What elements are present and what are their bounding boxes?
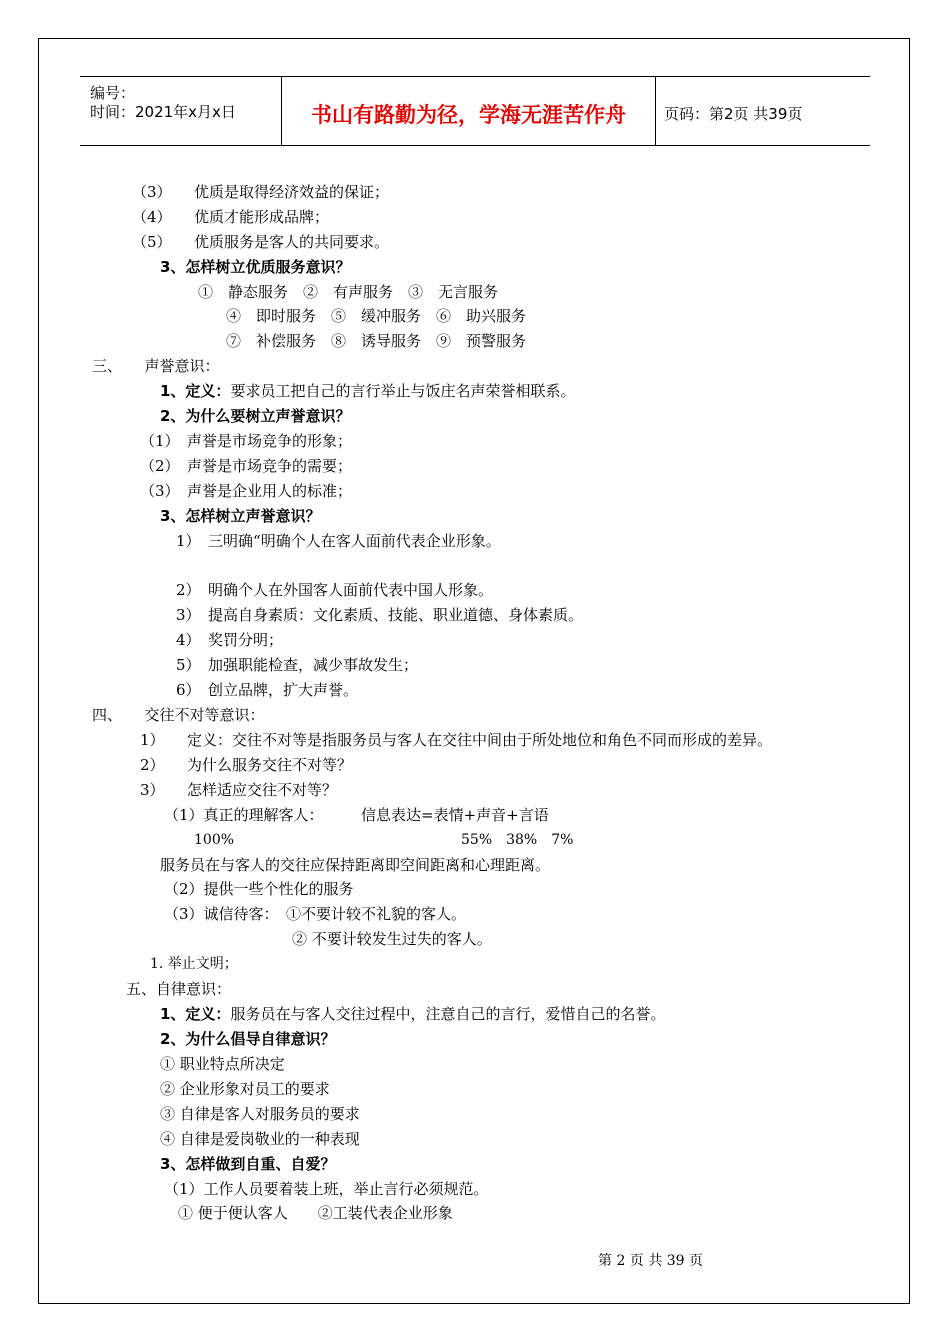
- text-line: （1）真正的理解客人： 信息表达=表情+声音+言语: [164, 806, 549, 824]
- section-heading: 3、怎样做到自重、自爱？: [160, 1155, 336, 1173]
- text-line: 4） 奖罚分明；: [176, 631, 284, 649]
- page-info: 页码：第2页 共39页: [664, 105, 803, 123]
- text-line: 1） 三明确“明确个人在客人面前代表企业形象。: [176, 532, 501, 550]
- definition-text: 要求员工把自己的言行举止与饭庄名声荣誉相联系。: [230, 382, 576, 400]
- text-line: ④ 即时服务 ⑤ 缓冲服务 ⑥ 助兴服务: [226, 307, 527, 325]
- text-line: （4） 优质才能形成品牌；: [132, 208, 330, 226]
- text-line: 6） 创立品牌，扩大声誉。: [176, 681, 359, 699]
- document-number-label: 编号：: [90, 84, 136, 102]
- page-footer: 第 2 页 共 39 页: [598, 1253, 703, 1269]
- text-line: ① 职业特点所决定: [160, 1055, 285, 1073]
- chapter-heading: 四、 交往不对等意识：: [92, 706, 265, 724]
- text-line: ② 不要计较发生过失的客人。: [292, 930, 492, 948]
- text-line: （1）工作人员要着装上班，举止言行必须规范。: [164, 1180, 489, 1198]
- section-heading: 3、怎样树立声誉意识？: [160, 507, 321, 525]
- text-line: 2） 为什么服务交往不对等？: [140, 756, 353, 774]
- header-table: [80, 76, 870, 146]
- definition-label: 1、定义：: [160, 382, 231, 400]
- text-line: ⑦ 补偿服务 ⑧ 诱导服务 ⑨ 预警服务: [226, 332, 527, 350]
- header-page-cell: [656, 77, 870, 145]
- definition-line: [160, 1004, 665, 1024]
- definition-line: [160, 381, 575, 401]
- text-line: 3） 提高自身素质：文化素质、技能、职业道德、身体素质。: [176, 606, 584, 624]
- percent-value: 100%: [194, 832, 235, 848]
- text-line: ③ 自律是客人对服务员的要求: [160, 1105, 360, 1123]
- header-motto-cell: [282, 77, 656, 145]
- text-line: 3） 怎样适应交往不对等？: [140, 781, 338, 799]
- text-line: ④ 自律是爱岗敬业的一种表现: [160, 1130, 360, 1148]
- section-heading: 2、为什么倡导自律意识？: [160, 1030, 336, 1048]
- definition-text: 服务员在与客人交往过程中，注意自己的言行，爱惜自己的名誉。: [230, 1005, 666, 1023]
- chapter-heading: 五、自律意识：: [126, 980, 232, 998]
- text-line: 1） 定义：交往不对等是指服务员与客人在交往中间由于所处地位和角色不同而形成的差异。: [140, 731, 773, 749]
- text-line: 2） 明确个人在外国客人面前代表中国人形象。: [176, 581, 494, 599]
- document-date-label: 时间：2021年x月x日: [90, 103, 236, 121]
- text-line: （3）诚信待客： ①不要计较不礼貌的客人。: [164, 905, 467, 923]
- text-line: ② 企业形象对员工的要求: [160, 1080, 330, 1098]
- text-line: （2） 声誉是市场竞争的需要；: [140, 457, 353, 475]
- section-heading: 2、为什么要树立声誉意识？: [160, 407, 351, 425]
- text-line: ① 便于便认客人 ②工装代表企业形象: [178, 1204, 453, 1222]
- definition-label: 1、定义：: [160, 1005, 231, 1023]
- percent-breakdown: 55% 38% 7%: [461, 832, 574, 848]
- chapter-heading: 三、 声誉意识：: [92, 357, 220, 375]
- motto: 书山有路勤为径，学海无涯苦作舟: [311, 103, 626, 127]
- text-line: （3） 优质是取得经济效益的保证；: [132, 183, 390, 201]
- text-line: （2）提供一些个性化的服务: [164, 880, 354, 898]
- text-line: ① 静态服务 ② 有声服务 ③ 无言服务: [198, 283, 499, 301]
- text-line: 服务员在与客人的交往应保持距离即空间距离和心理距离。: [160, 856, 551, 874]
- text-line: （1） 声誉是市场竞争的形象；: [140, 432, 353, 450]
- text-line: 5） 加强职能检查，减少事故发生；: [176, 656, 419, 674]
- text-line: 1. 举止文明；: [150, 956, 238, 972]
- header-meta-cell: [80, 77, 282, 145]
- text-line: （3） 声誉是企业用人的标准；: [140, 482, 353, 500]
- text-line: （5） 优质服务是客人的共同要求。: [132, 233, 390, 251]
- section-heading: 3、怎样树立优质服务意识？: [160, 258, 351, 276]
